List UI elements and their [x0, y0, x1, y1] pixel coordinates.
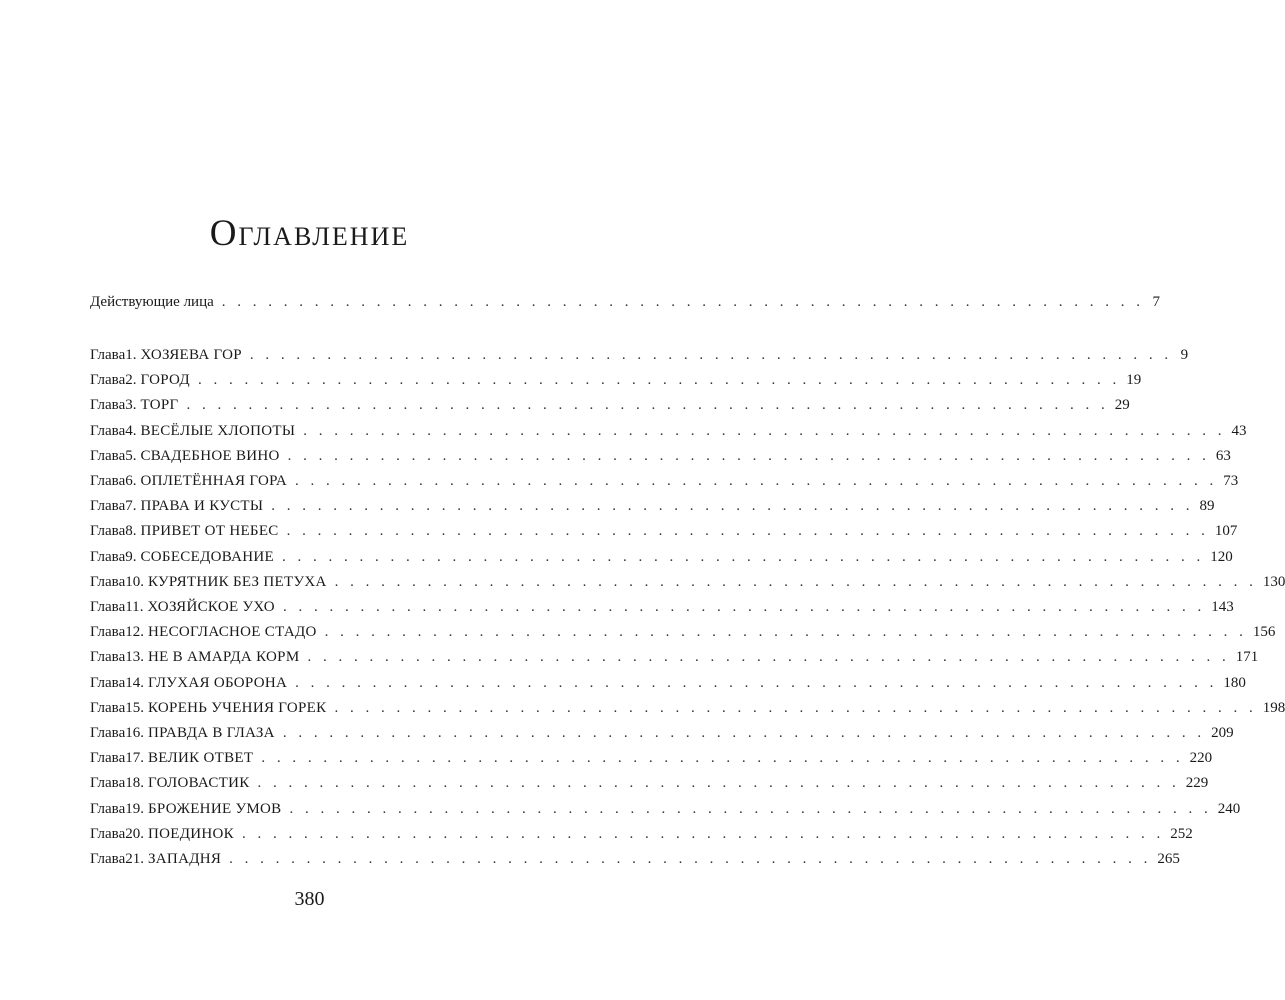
- toc-entry-chapter[interactable]: [90, 495, 1215, 517]
- dot-leader: . . . . . . . . . . . . . . . . . . . . . . . . . . . . . . . . . . . . . . . . . . . . . . . . . . . . . . . . . . . .: [282, 725, 1206, 741]
- dot-leader: . . . . . . . . . . . . . . . . . . . . . . . . . . . . . . . . . . . . . . . . . . . . . . . . . . . . . . . . . . . .: [303, 423, 1226, 439]
- chapter-number-dot: .: [140, 725, 144, 741]
- toc-entry-chapter[interactable]: [90, 646, 1259, 668]
- dot-leader: . . . . . . . . . . . . . . . . . . . . . . . . . . . . . . . . . . . . . . . . . . . . . . . . . . . . . . . . . . . .: [271, 498, 1194, 514]
- chapter-word: Глава: [90, 750, 126, 766]
- toc-entry-intro[interactable]: [90, 291, 1161, 313]
- chapter-word: Глава: [90, 397, 126, 413]
- chapter-word: Глава: [90, 826, 126, 842]
- chapter-number-dot: .: [132, 372, 137, 388]
- chapter-number: 19: [125, 801, 141, 817]
- chapter-title: ПОЕДИНОК: [147, 826, 234, 842]
- chapter-page: 89: [1199, 498, 1215, 514]
- chapter-title: СВАДЕБНОЕ ВИНО: [140, 448, 280, 464]
- chapter-page: 180: [1223, 675, 1246, 691]
- chapter-page: 9: [1180, 347, 1189, 363]
- chapter-word: Глава: [90, 851, 126, 867]
- chapter-page: 265: [1157, 851, 1180, 867]
- chapter-number: 1: [125, 347, 133, 363]
- chapter-page: 198: [1262, 700, 1285, 716]
- chapter-page: 229: [1185, 775, 1209, 791]
- chapter-page: 43: [1231, 423, 1247, 439]
- chapter-number: 16: [125, 725, 141, 741]
- chapter-word: Глава: [90, 498, 126, 514]
- chapter-title: БРОЖЕНИЕ УМОВ: [147, 801, 282, 817]
- chapter-title: ГОРОД: [140, 372, 190, 388]
- chapter-word: Глава: [90, 549, 126, 565]
- chapter-title: ПРАВА И КУСТЫ: [140, 498, 264, 514]
- chapter-page: 19: [1126, 372, 1142, 388]
- chapter-number: 12: [125, 624, 141, 640]
- toc-entry-chapter[interactable]: [90, 596, 1234, 618]
- dot-leader: . . . . . . . . . . . . . . . . . . . . . . . . . . . . . . . . . . . . . . . . . . . . . . . . . . . . . . . . . . . .: [257, 775, 1180, 791]
- chapter-title: ЗАПАДНЯ: [147, 851, 222, 867]
- dot-leader: . . . . . . . . . . . . . . . . . . . . . . . . . . . . . . . . . . . . . . . . . . . . . . . . . . . . . . . . . . . .: [289, 801, 1212, 817]
- toc-entry-chapter[interactable]: [90, 823, 1193, 845]
- chapter-title: ВЕЛИК ОТВЕТ: [147, 750, 254, 766]
- chapter-title: ТОРГ: [140, 397, 179, 413]
- dot-leader: . . . . . . . . . . . . . . . . . . . . . . . . . . . . . . . . . . . . . . . . . . . . . . . . . . . . . . . . . . . .: [229, 851, 1152, 867]
- chapter-number-dot: .: [132, 448, 137, 464]
- toc-entry-chapter[interactable]: [90, 470, 1239, 492]
- dot-leader: . . . . . . . . . . . . . . . . . . . . . . . . . . . . . . . . . . . . . . . . . . . . . . . . . . . . . . . . . . . .: [281, 549, 1205, 565]
- chapter-page: 171: [1235, 649, 1259, 665]
- dot-leader: . . . . . . . . . . . . . . . . . . . . . . . . . . . . . . . . . . . . . . . . . . . . . . . . . . . . . . . . . . . .: [197, 372, 1121, 388]
- chapter-number-dot: .: [140, 649, 144, 665]
- chapter-word: Глава: [90, 423, 126, 439]
- toc-entry-chapter[interactable]: [90, 697, 1285, 719]
- chapter-number-dot: .: [132, 473, 137, 489]
- chapter-title: ВЕСЁЛЫЕ ХЛОПОТЫ: [140, 423, 296, 439]
- chapter-word: Глава: [90, 574, 126, 590]
- chapter-title: ГЛУХАЯ ОБОРОНА: [147, 675, 288, 691]
- chapter-number: 21: [125, 851, 141, 867]
- dot-leader: . . . . . . . . . . . . . . . . . . . . . . . . . . . . . . . . . . . . . . . . . . . . . . . . . . . . . . . . . . . .: [286, 523, 1209, 539]
- chapter-title: НЕСОГЛАСНОЕ СТАДО: [147, 624, 317, 640]
- chapter-number: 9: [125, 549, 133, 565]
- chapter-page: 73: [1223, 473, 1239, 489]
- chapter-page: 107: [1214, 523, 1238, 539]
- chapter-title: ПРИВЕТ ОТ НЕБЕС: [140, 523, 279, 539]
- chapter-number: 17: [125, 750, 141, 766]
- chapter-number-dot: .: [140, 851, 144, 867]
- chapter-page: 252: [1170, 826, 1193, 842]
- dot-leader: . . . . . . . . . . . . . . . . . . . . . . . . . . . . . . . . . . . . . . . . . . . . . . . . . . . . . . . . . . . .: [324, 624, 1247, 640]
- toc-entry-chapter[interactable]: [90, 621, 1276, 643]
- chapter-word: Глава: [90, 523, 126, 539]
- chapter-title: КУРЯТНИК БЕЗ ПЕТУХА: [147, 574, 327, 590]
- chapter-title: КОРЕНЬ УЧЕНИЯ ГОРЕК: [147, 700, 327, 716]
- chapter-page: 120: [1210, 549, 1233, 565]
- dot-leader: . . . . . . . . . . . . . . . . . . . . . . . . . . . . . . . . . . . . . . . . . . . . . . . . . . . . . . . . . . . .: [295, 675, 1218, 691]
- toc-entry-chapter[interactable]: [90, 571, 1285, 593]
- dot-leader: . . . . . . . . . . . . . . . . . . . . . . . . . . . . . . . . . . . . . . . . . . . . . . . . . . . . . . . . . . . .: [294, 473, 1218, 489]
- chapter-number: 11: [125, 599, 140, 615]
- chapter-word: Глава: [90, 599, 126, 615]
- chapter-title: ХОЗЯЕВА ГОР: [140, 347, 242, 363]
- dot-leader: . . . . . . . . . . . . . . . . . . . . . . . . . . . . . . . . . . . . . . . . . . . . . . . . . . . . . . . . . . . .: [261, 750, 1184, 766]
- chapter-number: 7: [125, 498, 133, 514]
- chapter-title: НЕ В АМАРДА КОРМ: [147, 649, 300, 665]
- dot-leader: . . . . . . . . . . . . . . . . . . . . . . . . . . . . . . . . . . . . . . . . . . . . . . . . . . . . . . . . . . . .: [186, 397, 1109, 413]
- toc-entry-chapter[interactable]: [90, 520, 1238, 542]
- chapter-number-dot: .: [132, 498, 137, 514]
- chapter-title: СОБЕСЕДОВАНИЕ: [140, 549, 274, 565]
- chapter-number: 8: [125, 523, 133, 539]
- toc-entry-chapter[interactable]: [90, 445, 1231, 467]
- dot-leader: . . . . . . . . . . . . . . . . . . . . . . . . . . . . . . . . . . . . . . . . . . . . . . . . . . . . . . . . . . . .: [221, 294, 1145, 310]
- chapter-number: 13: [125, 649, 141, 665]
- chapter-number: 4: [125, 423, 133, 439]
- chapter-page: 156: [1252, 624, 1276, 640]
- dot-leader: . . . . . . . . . . . . . . . . . . . . . . . . . . . . . . . . . . . . . . . . . . . . . . . . . . . . . . . . . . . .: [241, 826, 1165, 842]
- chapter-number-dot: .: [140, 750, 144, 766]
- chapter-title: ОПЛЕТЁННАЯ ГОРА: [140, 473, 287, 489]
- toc-entry-chapter[interactable]: [90, 747, 1213, 769]
- chapter-word: Глава: [90, 372, 126, 388]
- chapter-word: Глава: [90, 725, 126, 741]
- chapter-title: ХОЗЯЙСКОЕ УХО: [147, 599, 275, 615]
- chapter-number: 20: [125, 826, 141, 842]
- chapter-number-dot: .: [132, 397, 137, 413]
- chapter-number-dot: .: [132, 523, 137, 539]
- chapter-word: Глава: [90, 448, 126, 464]
- dot-leader: . . . . . . . . . . . . . . . . . . . . . . . . . . . . . . . . . . . . . . . . . . . . . . . . . . . . . . . . . . . .: [287, 448, 1210, 464]
- dot-leader: . . . . . . . . . . . . . . . . . . . . . . . . . . . . . . . . . . . . . . . . . . . . . . . . . . . . . . . . . . . .: [282, 599, 1206, 615]
- chapter-number-dot: .: [140, 574, 144, 590]
- toc-entry-label: Действующие лица: [90, 294, 214, 310]
- chapter-word: Глава: [90, 801, 126, 817]
- toc-entry-chapter[interactable]: [90, 420, 1247, 442]
- chapter-number: 18: [125, 775, 141, 791]
- chapter-title: ГОЛОВАСТИК: [147, 775, 250, 791]
- chapter-word: Глава: [90, 700, 126, 716]
- chapter-number: 15: [125, 700, 141, 716]
- dot-leader: . . . . . . . . . . . . . . . . . . . . . . . . . . . . . . . . . . . . . . . . . . . . . . . . . . . . . . . . . . . .: [307, 649, 1230, 665]
- page-title: Оглавление: [209, 213, 410, 254]
- toc-entry-page: 7: [1152, 294, 1161, 310]
- chapter-word: Глава: [90, 347, 126, 363]
- chapter-number-dot: .: [132, 347, 137, 363]
- chapter-number-dot: .: [140, 675, 144, 691]
- toc-entry-chapter[interactable]: [90, 546, 1233, 568]
- chapter-title: ПРАВДА В ГЛАЗА: [147, 725, 275, 741]
- chapter-page: 209: [1211, 725, 1234, 741]
- toc-entry-chapter[interactable]: [90, 344, 1189, 366]
- chapter-number-dot: .: [132, 549, 137, 565]
- chapter-page: 240: [1217, 801, 1241, 817]
- chapter-number-dot: .: [140, 775, 144, 791]
- chapter-number-dot: .: [132, 423, 137, 439]
- toc-entry-chapter[interactable]: [90, 394, 1130, 416]
- chapter-number-dot: .: [140, 826, 144, 842]
- toc-entry-chapter[interactable]: [90, 672, 1246, 694]
- chapter-number-dot: .: [140, 624, 144, 640]
- chapter-number: 10: [125, 574, 141, 590]
- toc-entry-chapter[interactable]: [90, 848, 1180, 870]
- chapter-number: 2: [125, 372, 133, 388]
- chapter-page: 130: [1262, 574, 1285, 590]
- chapter-number: 5: [125, 448, 133, 464]
- chapter-word: Глава: [90, 649, 126, 665]
- chapter-word: Глава: [90, 775, 126, 791]
- chapter-number-dot: .: [140, 801, 144, 817]
- chapter-word: Глава: [90, 624, 126, 640]
- toc-entry-chapter[interactable]: [90, 369, 1142, 391]
- chapter-page: 220: [1189, 750, 1213, 766]
- chapter-word: Глава: [90, 675, 126, 691]
- chapter-number: 6: [125, 473, 133, 489]
- chapter-number-dot: .: [139, 599, 144, 615]
- toc-entry-chapter[interactable]: [90, 772, 1209, 794]
- chapter-word: Глава: [90, 473, 126, 489]
- chapter-number: 14: [125, 675, 141, 691]
- dot-leader: . . . . . . . . . . . . . . . . . . . . . . . . . . . . . . . . . . . . . . . . . . . . . . . . . . . . . . . . . . . .: [334, 574, 1257, 590]
- dot-leader: . . . . . . . . . . . . . . . . . . . . . . . . . . . . . . . . . . . . . . . . . . . . . . . . . . . . . . . . . . . .: [334, 700, 1257, 716]
- toc-entry-chapter[interactable]: [90, 722, 1234, 744]
- chapter-number-dot: .: [140, 700, 144, 716]
- chapter-page: 143: [1211, 599, 1234, 615]
- page-number: 380: [294, 888, 325, 910]
- chapter-number: 3: [125, 397, 133, 413]
- chapter-page: 63: [1215, 448, 1231, 464]
- dot-leader: . . . . . . . . . . . . . . . . . . . . . . . . . . . . . . . . . . . . . . . . . . . . . . . . . . . . . . . . . . . .: [249, 347, 1173, 363]
- toc-entry-chapter[interactable]: [90, 798, 1241, 820]
- chapter-page: 29: [1114, 397, 1130, 413]
